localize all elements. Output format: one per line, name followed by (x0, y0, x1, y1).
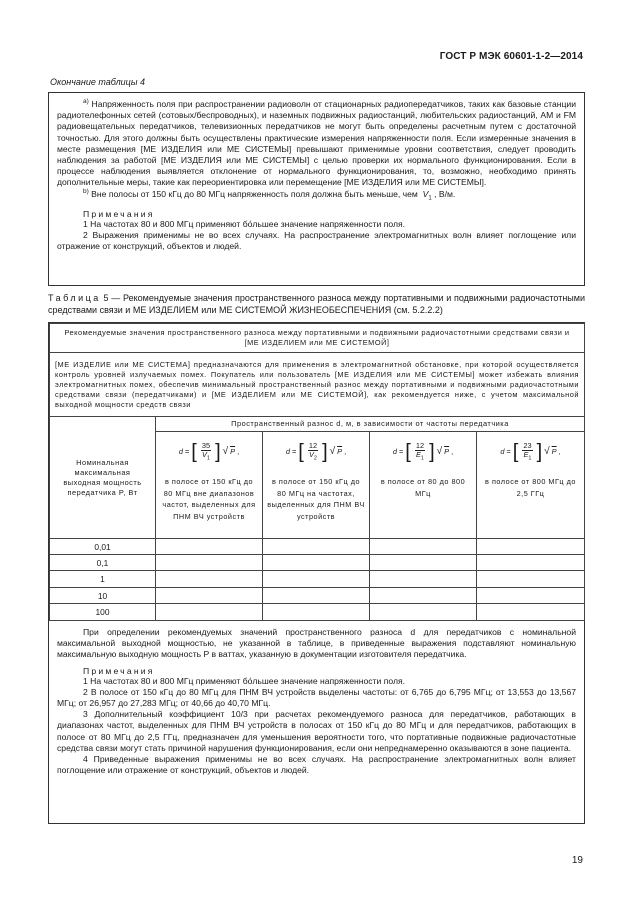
empty-cell (263, 555, 370, 571)
formula-2: d = [ $\frac{12}{V_2}$ ] √ P , (285, 441, 347, 464)
empty-cell (263, 539, 370, 555)
sqrt-icon: √ (544, 446, 550, 458)
footnote-a-text: Напряженность поля при распространении радиоволн от стационарных радиопередатчиков, таких как базовые станции радиотелефонных сетей (сотовых/беспроводных), и наземных подвижных радиостанций, любительских радиостанций, AM и FM радиовещательных передатчиков, телевизионных передатчиков не могут быть определены расчетным путем с достаточной точностью. Для этого должны быть осуществлены практические измерения напряженности поля. Если измеренные значения в месте размещения [МЕ ИЗДЕЛИЯ или МЕ СИСТЕМЫ] превышают применимые уровни соответствия, следует проводить наблюдения за работой [МЕ ИЗДЕЛИЯ или МЕ СИСТЕМЫ] с целью проверки их нормального функционирования. Если в процессе наблюдения выявляется отклонение от нормального функционирования, то, возможно, необходимо принять дополнительные меры, такие как переориентировка или перемещение [МЕ ИЗДЕЛИЯ или МЕ СИСТЕМЫ]. (57, 99, 576, 188)
formula-eq: = (291, 447, 297, 457)
empty-cell (263, 588, 370, 604)
footnote-b-var: V (422, 188, 429, 199)
sqrt-var: P (551, 447, 557, 457)
fraction (201, 442, 211, 462)
empty-cell (477, 604, 585, 621)
fraction (308, 442, 318, 462)
separation-table (49, 323, 585, 621)
table-footer-notes (49, 621, 584, 782)
empty-cell (156, 604, 263, 621)
den-sub: 1 (206, 455, 210, 462)
column-formula-4 (477, 432, 585, 539)
power-header: Номинальная максимальная выходная мощность передатчика P, Вт (50, 417, 156, 539)
fraction-denominator (416, 451, 424, 462)
sqrt-var: P (230, 447, 236, 457)
column-formula-2 (263, 432, 370, 539)
bracket-left: [ (191, 441, 197, 464)
den-sub: 1 (528, 455, 532, 462)
footnote-b-unit: , В/м. (434, 188, 456, 199)
bracket-left: [ (405, 441, 411, 464)
empty-cell (263, 604, 370, 621)
formula-1: d = [ $\frac{35}{V_1}$ ] √ P , (178, 441, 240, 464)
bracket-right: ] (536, 441, 543, 464)
bracket-left: [ (298, 441, 304, 464)
formula-eq: = (184, 447, 190, 457)
footnote-b-sub: 1 (428, 195, 432, 202)
column-desc-3: в полосе от 80 до 800 МГц (380, 477, 466, 498)
note-1: 1 На частотах 80 и 800 МГц применяют бо́льшее значение напряженности поля. (83, 218, 406, 229)
footnote-b-mark: b) (83, 187, 89, 195)
after-table-paragraph: При определении рекомендуемых значений пространственного разноса d для передатчиков с номинальной максимальной выходной мощностью, не указанной в таблице, в приведенные выражения подставляют номинальную максимальную выходную мощность P в ваттах, указанную в документации изготовителя передатчика. (57, 627, 576, 660)
bracket-right: ] (429, 441, 435, 464)
formula-eq: = (398, 447, 404, 457)
den-sub: 2 (313, 455, 317, 462)
empty-cell (370, 571, 477, 588)
note-3: 3 Дополнительный коэффициент 10/3 при расчетах рекомендуемого разноса для передатчиков, работающих в диапазонах частот, выделенных для ПНМ ВЧ устройств в полосах от 150 кГц до 80 МГц и для передатчиков, работающих в полосе от 80 МГц до 2,5 ГГц, предназначен для уменьшения вероятности того, что портативные подвижные радиочастотные средства связи могут стать причиной нарушения функционирования, если они непреднамеренно оказываются в зоне пациента. (57, 709, 576, 753)
notes-heading-2: Примечания (83, 665, 155, 676)
table-row (50, 604, 585, 621)
formula-lhs: d (285, 447, 290, 457)
table-title-row: Рекомендуемые значения пространственного разноса между портативными и подвижными радиочастотными средствами связи и [МЕ ИЗДЕЛИЕМ или МЕ СИСТЕМОЙ] (50, 324, 585, 353)
column-desc-4: в полосе от 800 МГц до 2,5 ГГц (485, 477, 576, 498)
fraction-denominator (309, 451, 317, 462)
formula-3: d = [ $\frac{12}{E_1}$ ] √ P , (392, 441, 454, 464)
sqrt-var: P (444, 447, 450, 457)
column-formula-1 (156, 432, 263, 539)
empty-cell (477, 555, 585, 571)
fraction-numerator: 35 (201, 441, 211, 450)
formula-eq: = (506, 447, 511, 457)
sqrt-icon: √ (222, 446, 229, 458)
footnote-a (57, 99, 576, 189)
page-number: 19 (571, 855, 583, 866)
formula-lhs: d (178, 447, 183, 457)
den-var: V (201, 450, 207, 459)
table5-box (48, 322, 585, 824)
sqrt-icon: √ (329, 446, 336, 458)
empty-cell (370, 555, 477, 571)
notes-heading: Примечания (83, 208, 155, 219)
fraction (415, 442, 425, 462)
table-label: Таблица (48, 293, 101, 303)
power-value: 0,01 (50, 539, 156, 555)
empty-cell (370, 588, 477, 604)
footnote-b (57, 189, 576, 205)
formula-lhs: d (392, 447, 397, 457)
bracket-left: [ (512, 441, 519, 464)
table-row (50, 571, 585, 588)
power-value: 1 (50, 571, 156, 588)
empty-cell (477, 539, 585, 555)
power-value: 100 (50, 604, 156, 621)
fraction-numerator: 12 (308, 441, 318, 450)
standard-header: ГОСТ Р МЭК 60601-1-2—2014 (439, 51, 583, 62)
power-value: 10 (50, 588, 156, 604)
empty-cell (156, 571, 263, 588)
fraction-denominator (523, 451, 531, 462)
empty-cell (156, 539, 263, 555)
formula-4: d = [ $\frac{23}{E_1}$ ] √ P , (500, 441, 561, 464)
continuation-label: Окончание таблицы 4 (50, 77, 145, 87)
empty-cell (156, 588, 263, 604)
column-formula-3 (370, 432, 477, 539)
table5-title (48, 293, 585, 316)
fraction-numerator: 12 (415, 441, 425, 450)
fraction (522, 442, 532, 462)
table-row (50, 588, 585, 604)
table4-footnotes-box (48, 92, 585, 286)
sqrt-var: P (337, 447, 343, 457)
bracket-right: ] (215, 441, 221, 464)
footnote-b-text: Вне полосы от 150 кГц до 80 МГц напряженность поля должна быть меньше, чем (91, 188, 418, 199)
table-row (50, 539, 585, 555)
den-var: V (308, 450, 314, 459)
den-sub: 1 (420, 455, 424, 462)
table-row (50, 555, 585, 571)
den-var: E (523, 450, 529, 459)
empty-cell (156, 555, 263, 571)
empty-cell (370, 604, 477, 621)
footnote-a-mark: a) (83, 98, 89, 106)
table-intro: [МЕ ИЗДЕЛИЕ или МЕ СИСТЕМА] предназначаются для применения в электромагнитной обстановке, при которой осуществляется контроль уровней излучаемых помех. Покупатель или пользователь [МЕ ИЗДЕЛИЯ или МЕ СИСТЕМЫ] может избежать влияния электромагнитных помех, обеспечив минимальный пространственный разнос между портативными и подвижными радиочастотными средствами связи (передатчиками) и [МЕ ИЗДЕЛИЕМ или МЕ СИСТЕМОЙ], как рекомендуется ниже, с учетом максимальной выходной мощности средств связи (50, 353, 585, 417)
note-1: 1 На частотах 80 и 800 МГц применяют бо́льшее значение напряженности поля. (83, 675, 406, 686)
den-var: E (415, 450, 421, 459)
column-desc-1: в полосе от 150 кГц до 80 МГц вне диапазонов частот, выделенных для ПНМ ВЧ устройств (162, 477, 256, 521)
sqrt-icon: √ (436, 446, 443, 458)
table-title-text: 5 — Рекомендуемые значения пространственного разноса между портативными и подвижными радиочастотными средствами связи и МЕ ИЗДЕЛИЕМ или МЕ СИСТЕМОЙ ЖИЗНЕОБЕСПЕЧЕНИЯ (см. 5.2.2.2) (48, 293, 585, 315)
power-value: 0,1 (50, 555, 156, 571)
note-2: 2 В полосе от 150 кГц до 80 МГц для ПНМ ВЧ устройств выделены частоты: от 6,765 до 6,795 МГц; от 13,553 до 13,567 МГц; от 26,957 до 27,283 МГц; от 40,66 до 40,70 МГц. (57, 686, 576, 709)
column-desc-2: в полосе от 150 кГц до 80 МГц на частотах, выделенных для ПНМ ВЧ устройств (267, 477, 365, 521)
bracket-right: ] (322, 441, 328, 464)
distance-header: Пространственный разнос d, м, в зависимости от частоты передатчика (156, 417, 585, 432)
formula-lhs: d (500, 447, 505, 457)
empty-cell (370, 539, 477, 555)
empty-cell (263, 571, 370, 588)
fraction-denominator (202, 451, 210, 462)
note-2: 2 Выражения применимы не во всех случаях. На распространение электромагнитных волн влияет поглощение или отражение от конструкций, объектов и людей. (57, 229, 576, 251)
note-4: 4 Приведенные выражения применимы не во всех случаях. На распространение электромагнитных волн влияет поглощение или отражение от конструкций, объектов и людей. (57, 754, 576, 776)
fraction-numerator: 23 (523, 441, 532, 450)
empty-cell (477, 571, 585, 588)
empty-cell (477, 588, 585, 604)
